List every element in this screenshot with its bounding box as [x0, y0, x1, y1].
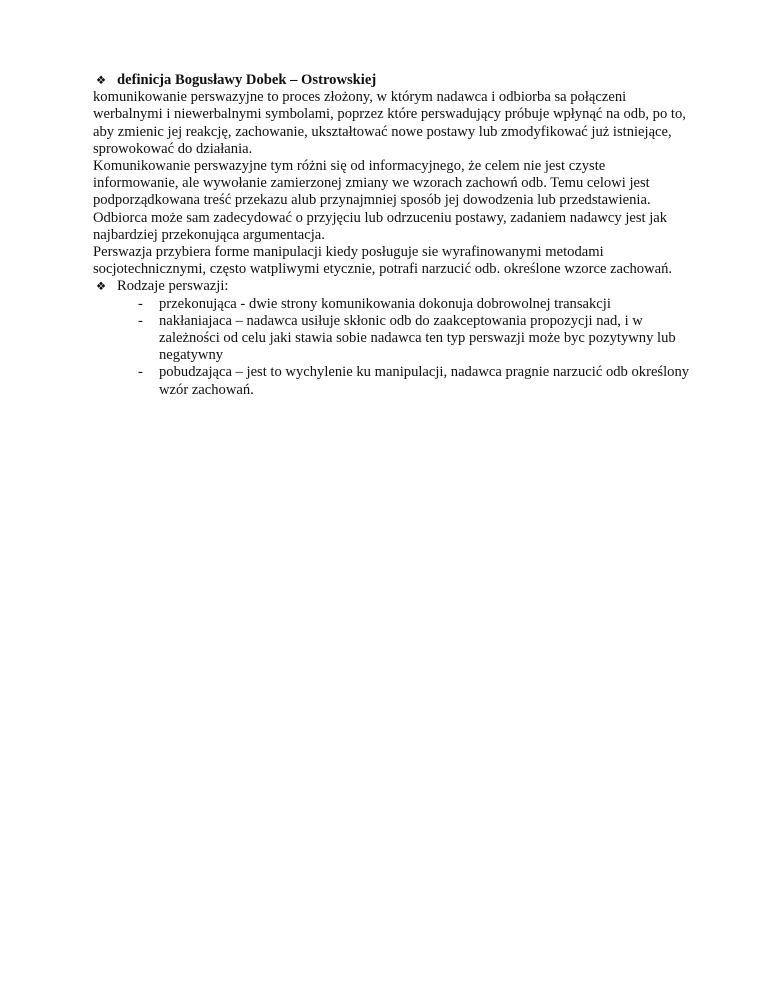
heading-line	[93, 72, 693, 89]
paragraph-difference: Komunikowanie perswazyjne tym różni się od informacyjnego, że celem nie jest czyste informowanie, ale wywołanie zamierzonej zmiany we wzorach zachowń odb. Temu celowi jest podporządkowana treść przekazu alub przynajmniej sposób jej dowodzenia lub przedstawienia. Odbiorca może sam zadecydować o przyjęciu lub odrzuceniu postawy, zadaniem nadawcy jest jak najbardziej przekonująca argumentacja.	[93, 158, 668, 243]
section-heading: definicja Bogusławy Dobek – Ostrowskiej	[117, 72, 377, 88]
dash-bullet: -	[138, 364, 143, 381]
dash-bullet: -	[138, 312, 143, 329]
four-diamond-bullet-icon: ❖	[95, 279, 107, 294]
persuasion-types-list	[93, 296, 693, 399]
paragraph-definition: komunikowanie perswazyjne to proces złożony, w którym nadawca i odbiorba sa połączeni werbalnymi i niewerbalnymi symbolami, poprzez które perswadujący próbuje wpłynąć na odb, po to, aby zmienic jej reakcję, zachowanie, ukształtować nowe postawy lub zmodyfikować już istniejące, sprowokować do działania.	[93, 89, 686, 157]
dash-bullet: -	[138, 295, 143, 312]
list-item-text: pobudzająca – jest to wychylenie ku manipulacji, nadawca pragnie narzucić odb określony wzór zachowań.	[159, 364, 690, 398]
list-item-text: nakłaniajaca – nadawca usiłuje skłonic odb do zaakceptowania propozycji nad, i w zależności od celu jaki stawia sobie nadawca ten typ perswazji może byc pozytywny lub negatywny	[159, 312, 676, 364]
list-item	[93, 364, 693, 398]
paragraph-manipulation: Perswazja przybiera forme manipulacji kiedy posługuje sie wyrafinowanymi metodami socjotechnicznymi, często watpliwymi etycznie, potrafi narzucić odb. określone wzorce zachowań.	[93, 244, 673, 278]
types-heading-line	[93, 278, 693, 295]
document-body	[93, 72, 693, 399]
list-item-text: przekonująca - dwie strony komunikowania dokonuja dobrowolnej transakcji	[159, 295, 611, 312]
types-heading: Rodzaje perswazji:	[117, 278, 229, 295]
list-item	[93, 296, 693, 313]
list-item	[93, 313, 693, 365]
four-diamond-bullet-icon: ❖	[95, 73, 107, 87]
